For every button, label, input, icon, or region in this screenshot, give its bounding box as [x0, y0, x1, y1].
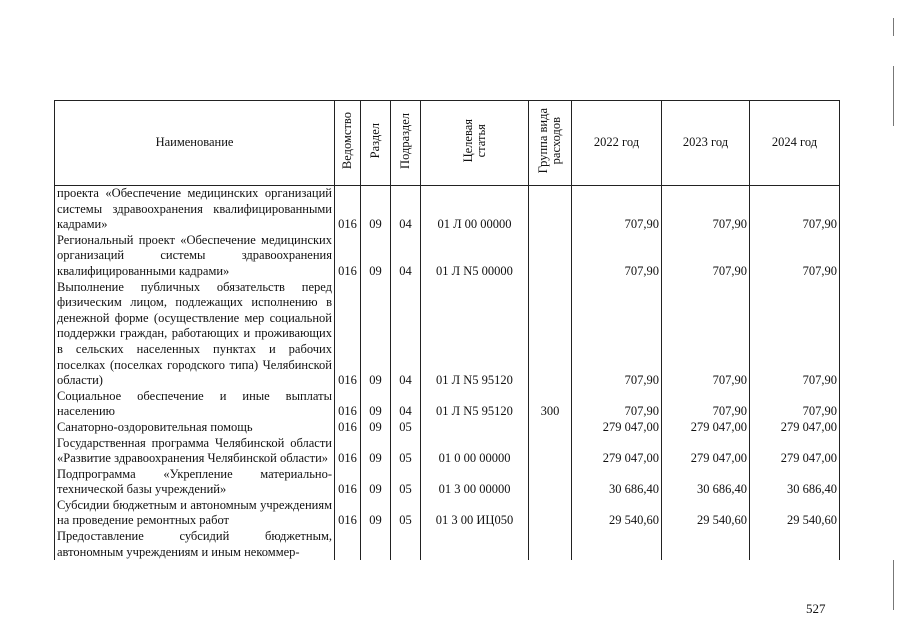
- row-gruppa: 300: [529, 389, 572, 420]
- row-tselevaya: 01 Л 00 00000: [421, 186, 529, 233]
- row-2023: 707,90: [662, 280, 750, 389]
- row-razdel: 09: [361, 420, 391, 436]
- row-razdel: 09: [361, 280, 391, 389]
- row-2024: 707,90: [750, 280, 840, 389]
- row-vedomstvo: 016: [335, 420, 361, 436]
- row-2023: 30 686,40: [662, 467, 750, 498]
- header-tselevaya: Целевая статья: [421, 101, 529, 186]
- row-2022: 707,90: [572, 389, 662, 420]
- header-2022: 2022 год: [572, 101, 662, 186]
- row-razdel: 09: [361, 186, 391, 233]
- row-vedomstvo: 016: [335, 280, 361, 389]
- row-name: Социальное обеспечение и иные выплаты населению: [55, 389, 335, 420]
- row-2022: 279 047,00: [572, 436, 662, 467]
- row-vedomstvo: 016: [335, 186, 361, 233]
- row-razdel: 09: [361, 498, 391, 529]
- header-gruppa: Группа вида расходов: [529, 101, 572, 186]
- row-podrazdel: 04: [391, 280, 421, 389]
- table-row: [55, 467, 840, 498]
- table-row: [55, 420, 840, 436]
- header-podrazdel: Подраздел: [391, 101, 421, 186]
- row-name: проекта «Обеспечение медицинских организаций системы здравоохранения квалифицированными кадрами»: [55, 186, 335, 233]
- row-gruppa: [529, 233, 572, 280]
- row-2022: 707,90: [572, 186, 662, 233]
- row-razdel: 09: [361, 389, 391, 420]
- row-2024: [750, 529, 840, 560]
- row-podrazdel: [391, 529, 421, 560]
- row-2022: 29 540,60: [572, 498, 662, 529]
- row-gruppa: [529, 498, 572, 529]
- row-tselevaya: 01 Л N5 00000: [421, 233, 529, 280]
- table-row: [55, 186, 840, 233]
- row-2024: 707,90: [750, 389, 840, 420]
- row-name: Субсидии бюджетным и автономным учреждениям на проведение ремонтных работ: [55, 498, 335, 529]
- row-2023: 279 047,00: [662, 436, 750, 467]
- scan-edge-mark-top: [893, 18, 894, 36]
- header-name: Наименование: [55, 101, 335, 186]
- row-2023: 29 540,60: [662, 498, 750, 529]
- row-podrazdel: 05: [391, 436, 421, 467]
- scan-edge-mark-mid: [893, 66, 894, 126]
- row-tselevaya: 01 0 00 00000: [421, 436, 529, 467]
- table-row: [55, 529, 840, 560]
- header-razdel: Раздел: [361, 101, 391, 186]
- row-podrazdel: 04: [391, 389, 421, 420]
- row-2022: 707,90: [572, 280, 662, 389]
- header-2023: 2023 год: [662, 101, 750, 186]
- row-2023: [662, 529, 750, 560]
- row-2022: [572, 529, 662, 560]
- scan-edge-mark-bottom: [893, 560, 894, 610]
- header-2024: 2024 год: [750, 101, 840, 186]
- row-razdel: 09: [361, 436, 391, 467]
- row-tselevaya: 01 Л N5 95120: [421, 280, 529, 389]
- row-vedomstvo: 016: [335, 467, 361, 498]
- row-name: Предоставление субсидий бюджетным, автономным учреждениям и иным некоммер-: [55, 529, 335, 560]
- row-2022: 707,90: [572, 233, 662, 280]
- row-2024: 29 540,60: [750, 498, 840, 529]
- row-tselevaya: 01 3 00 ИЦ050: [421, 498, 529, 529]
- header-vedomstvo: Ведомство: [335, 101, 361, 186]
- row-podrazdel: 05: [391, 498, 421, 529]
- row-vedomstvo: 016: [335, 233, 361, 280]
- budget-table: [54, 100, 840, 560]
- row-2022: 279 047,00: [572, 420, 662, 436]
- row-2024: 279 047,00: [750, 420, 840, 436]
- row-2022: 30 686,40: [572, 467, 662, 498]
- row-2024: 707,90: [750, 186, 840, 233]
- row-2024: 707,90: [750, 233, 840, 280]
- row-razdel: 09: [361, 467, 391, 498]
- row-tselevaya: 01 Л N5 95120: [421, 389, 529, 420]
- row-name: Выполнение публичных обязательств перед физическим лицом, подлежащих исполнению в денежной форме (осуществление мер социальной поддержки граждан, работающих и проживающих в сельских населенных пунктах и рабочих поселках (поселках городского типа) Челябинской области): [55, 280, 335, 389]
- row-name: Региональный проект «Обеспечение медицинских организаций системы здравоохранения квалифицированными кадрами»: [55, 233, 335, 280]
- row-tselevaya: [421, 420, 529, 436]
- row-tselevaya: [421, 529, 529, 560]
- row-gruppa: [529, 280, 572, 389]
- row-gruppa: [529, 436, 572, 467]
- row-name: Государственная программа Челябинской области «Развитие здравоохранения Челябинской области»: [55, 436, 335, 467]
- row-gruppa: [529, 186, 572, 233]
- row-2023: 279 047,00: [662, 420, 750, 436]
- table-row: [55, 280, 840, 389]
- row-name: Санаторно-оздоровительная помощь: [55, 420, 335, 436]
- row-podrazdel: 05: [391, 467, 421, 498]
- row-2023: 707,90: [662, 186, 750, 233]
- row-gruppa: [529, 420, 572, 436]
- row-vedomstvo: 016: [335, 436, 361, 467]
- row-2023: 707,90: [662, 389, 750, 420]
- row-2023: 707,90: [662, 233, 750, 280]
- table-row: [55, 389, 840, 420]
- row-gruppa: [529, 467, 572, 498]
- row-tselevaya: 01 3 00 00000: [421, 467, 529, 498]
- table-row: [55, 436, 840, 467]
- row-podrazdel: 04: [391, 233, 421, 280]
- row-2024: 279 047,00: [750, 436, 840, 467]
- row-name: Подпрограмма «Укрепление материально-технической базы учреждений»: [55, 467, 335, 498]
- row-2024: 30 686,40: [750, 467, 840, 498]
- row-vedomstvo: [335, 529, 361, 560]
- row-vedomstvo: 016: [335, 389, 361, 420]
- row-gruppa: [529, 529, 572, 560]
- row-podrazdel: 05: [391, 420, 421, 436]
- row-podrazdel: 04: [391, 186, 421, 233]
- table-row: [55, 233, 840, 280]
- page-number: 527: [806, 601, 826, 616]
- row-vedomstvo: 016: [335, 498, 361, 529]
- row-razdel: 09: [361, 233, 391, 280]
- table-row: [55, 498, 840, 529]
- table-header-row: [55, 101, 840, 186]
- row-razdel: [361, 529, 391, 560]
